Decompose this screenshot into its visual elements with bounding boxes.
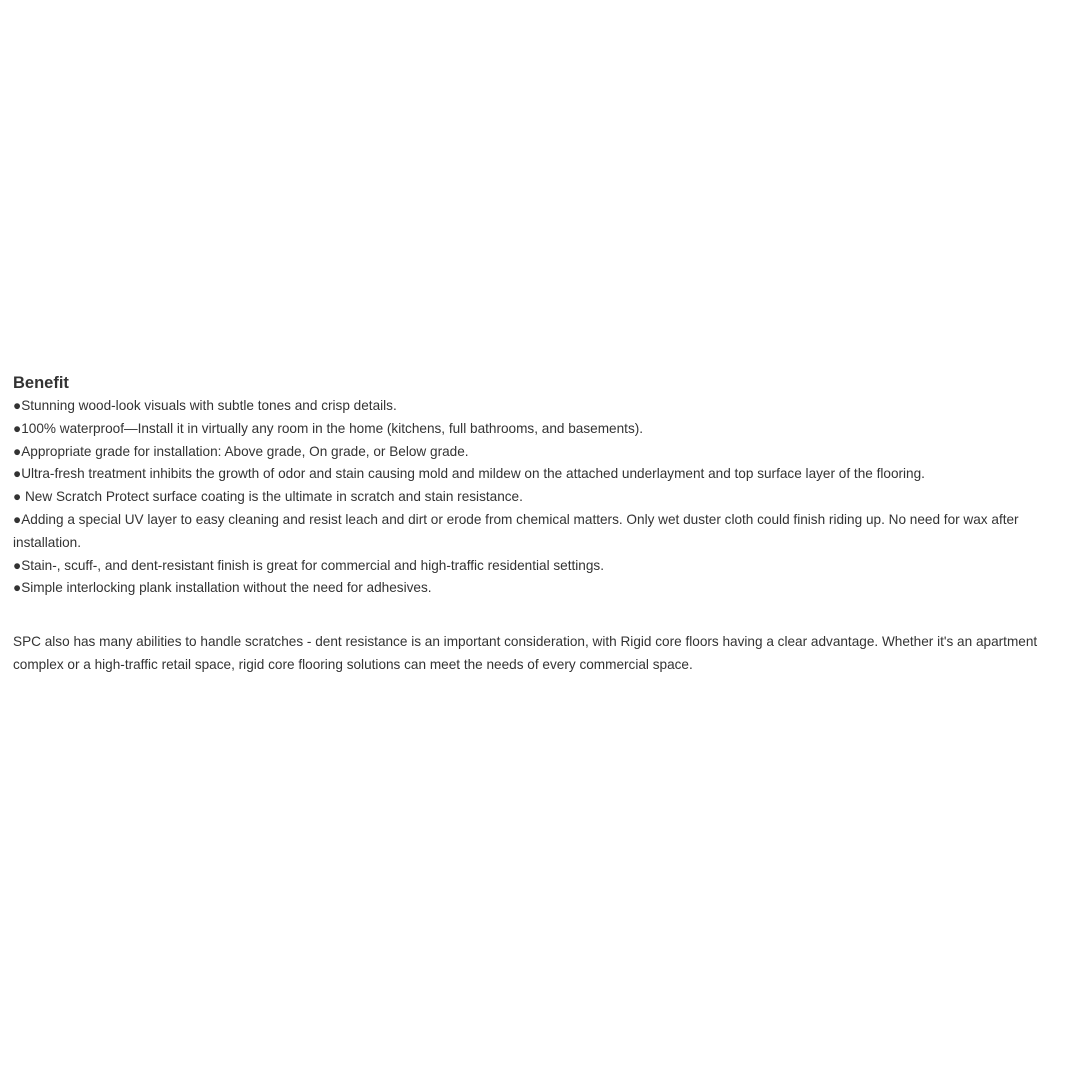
benefit-item-waterproof: ●100% waterproof—Install it in virtually any room in the home (kitchens, full bathrooms, and basements). [13,420,644,436]
benefit-item-stunning-visuals: ●Stunning wood-look visuals with subtle tones and crisp details. [13,398,397,413]
benefit-item-scratch-protect: ● New Scratch Protect surface coating is the ultimate in scratch and stain resistance. [13,489,523,505]
benefit-section [13,372,1073,677]
benefit-item-ultra-fresh: ●Ultra-fresh treatment inhibits the growth of odor and stain causing mold and mildew on the attached underlayment and top surface layer of the flooring. [13,466,925,482]
benefit-item-uv-layer: ●Adding a special UV layer to easy cleaning and resist leach and dirt or erode from chemical matters. Only wet duster cloth could finish riding up. No need for wax after installation. [13,511,1019,550]
benefit-item-installation-grade: ●Appropriate grade for installation: Above grade, On grade, or Below grade. [13,443,469,459]
benefit-list [13,395,1073,600]
benefit-item-interlocking: ●Simple interlocking plank installation without the need for adhesives. [13,580,432,596]
benefit-item-resistant-finish: ●Stain-, scuff-, and dent-resistant finish is great for commercial and high-traffic residential settings. [13,557,604,573]
spc-description-paragraph: SPC also has many abilities to handle scratches - dent resistance is an important consideration, with Rigid core floors having a clear advantage. Whether it's an apartment complex or a high-traffic retail space, rigid core flooring solutions can meet the needs of every commercial space. [13,634,1038,672]
section-heading: Benefit [13,374,69,392]
